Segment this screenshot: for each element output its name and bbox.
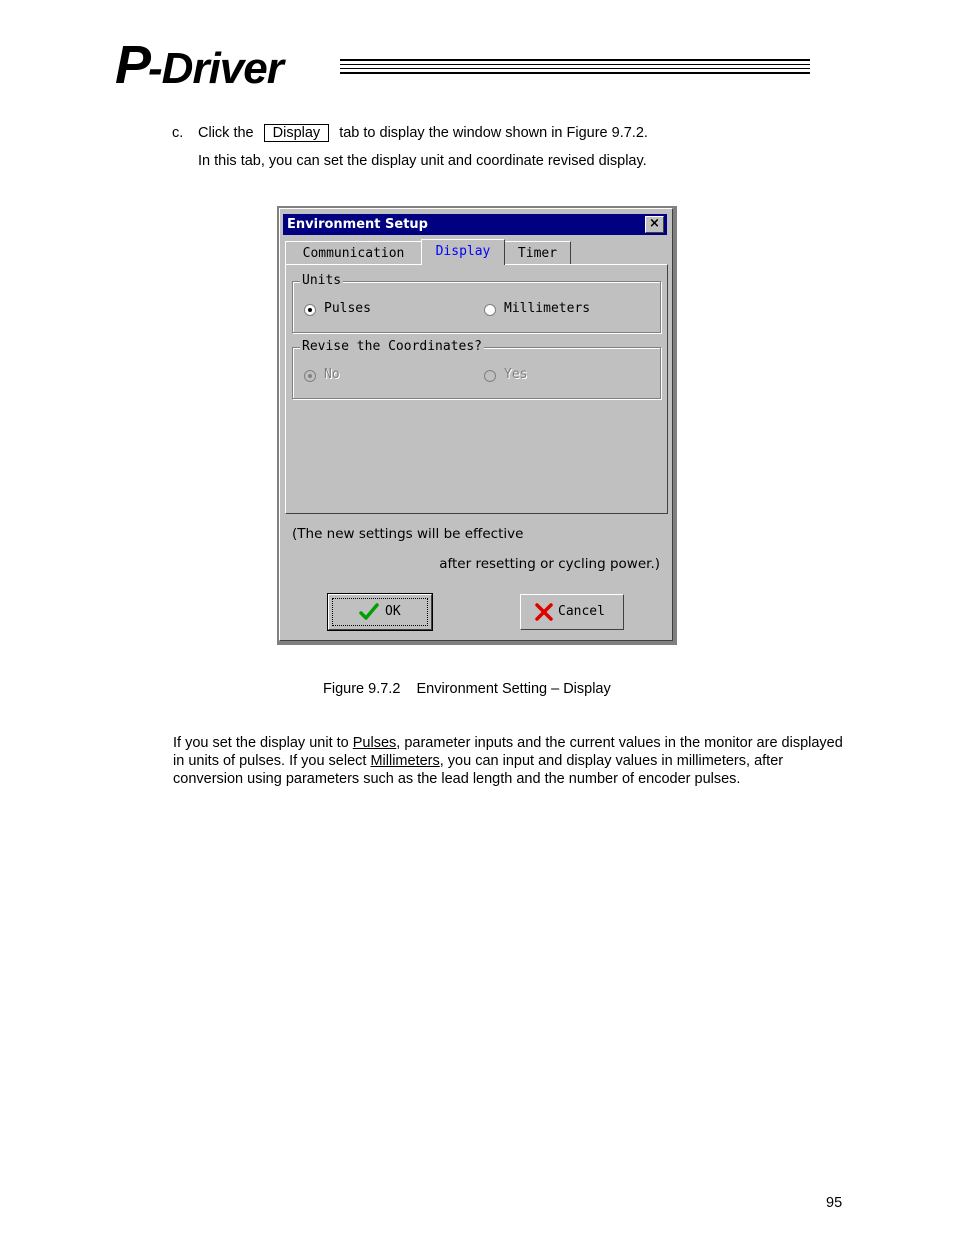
tab-display[interactable]: Display: [421, 239, 505, 265]
p-driver-logo: [115, 35, 283, 95]
step-c: [172, 125, 648, 141]
explanation-paragraph: If you set the display unit to Pulses, parameter inputs and the current values in the monitor are displayed in units of pulses. If you select Millimeters, you can input and display values in millimeters, after conversion using parameters such as the lead length and the number of encoder pulses.: [173, 735, 843, 787]
settings-note-line2: after resetting or cycling power.): [439, 556, 660, 572]
figure-caption: [323, 681, 611, 697]
yes-label: Yes: [504, 367, 528, 382]
revise-coordinates-group: [292, 339, 661, 399]
pulses-radio[interactable]: [304, 304, 316, 316]
environment-setup-dialog-frame: [277, 206, 677, 645]
close-icon: ×: [649, 216, 660, 231]
millimeters-term: Millimeters: [370, 753, 440, 769]
cancel-button[interactable]: [520, 594, 624, 630]
millimeters-radio[interactable]: [484, 304, 496, 316]
step-post: tab to display the window shown in Figure 9.7.2.: [339, 125, 648, 141]
units-legend: Units: [302, 273, 342, 288]
dialog-title: Environment Setup: [287, 217, 428, 232]
pulses-label[interactable]: Pulses: [324, 301, 371, 316]
logo-p: P: [115, 35, 149, 95]
settings-note-line1: (The new settings will be effective: [292, 526, 524, 542]
header-rule: [340, 59, 810, 74]
logo-text: -Driver: [148, 44, 283, 93]
no-label: No: [324, 367, 340, 382]
close-button[interactable]: [645, 216, 664, 233]
tab-panel: [285, 264, 668, 514]
dialog-titlebar[interactable]: [283, 214, 667, 235]
figure-title: Environment Setting – Display: [416, 681, 611, 697]
pulses-term: Pulses: [352, 735, 397, 751]
cancel-x-icon: [534, 602, 554, 622]
check-icon: [359, 602, 379, 622]
cancel-label: Cancel: [558, 604, 605, 619]
ok-button[interactable]: [328, 594, 432, 630]
tab-communication[interactable]: Communication: [285, 241, 422, 264]
figure-number: Figure 9.7.2: [323, 681, 401, 697]
units-group: [292, 273, 661, 333]
step-sub-text: In this tab, you can set the display unit and coordinate revised display.: [198, 153, 647, 169]
step-letter: c.: [172, 125, 184, 141]
page-number: 95: [826, 1195, 843, 1211]
yes-radio: [484, 370, 496, 382]
ok-label: OK: [385, 604, 401, 619]
display-tab-reference: Display: [264, 124, 330, 142]
tab-timer[interactable]: Timer: [504, 241, 571, 264]
millimeters-label[interactable]: Millimeters: [504, 301, 591, 316]
revise-legend: Revise the Coordinates?: [302, 339, 483, 354]
step-pre: Click the: [198, 125, 254, 141]
no-radio: [304, 370, 316, 382]
environment-setup-dialog: [279, 208, 673, 641]
